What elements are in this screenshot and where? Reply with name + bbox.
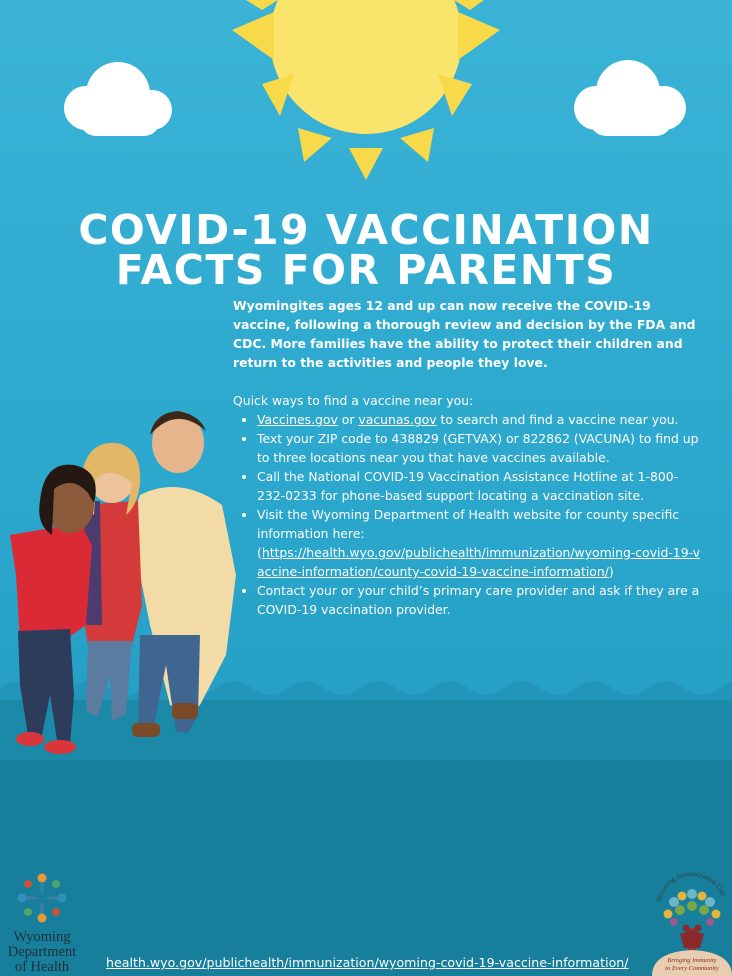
list-item (257, 410, 703, 429)
vaccines-gov-link[interactable]: Vaccines.gov (257, 412, 338, 427)
title-line-2: FACTS FOR PARENTS (115, 246, 617, 294)
list-item-text: Text your ZIP code to 438829 (GETVAX) or 822862 (VACUNA) to find up to three locations near you that have vaccines available. (257, 431, 699, 465)
list-item (257, 467, 703, 505)
vaccine-finder-heading: Quick ways to find a vaccine near you: (233, 393, 474, 408)
footer-url-link[interactable]: health.wyo.gov/publichealth/immunization/wyoming-covid-19-vaccine-information/ (106, 955, 629, 970)
page-title (0, 206, 732, 294)
sun-illustration (232, 0, 502, 180)
wdh-line-3: of Health (14, 959, 70, 975)
list-item (257, 505, 703, 581)
vaccine-finder-list (233, 410, 703, 619)
tree-icon (664, 889, 721, 952)
sea-band-deep (0, 760, 732, 976)
paren-open: ( (257, 545, 262, 560)
wdh-line-2: Department (7, 944, 77, 960)
wdh-logo (0, 870, 84, 975)
list-item-text: Call the National COVID-19 Vaccination Assistance Hotline at 1-800-232-0233 for phone-based support locating a vaccination site. (257, 469, 679, 503)
vacunas-gov-link[interactable]: vacunas.gov (358, 412, 437, 427)
list-item-text: to search and find a vaccine near you. (436, 412, 679, 427)
immunization-tagline-2: to Every Community (665, 965, 719, 972)
paren-close: ) (608, 564, 614, 579)
cloud-right (568, 56, 692, 138)
immunization-arc-text: Wyoming Immunization Unit (654, 869, 728, 903)
county-info-link[interactable]: https://health.wyo.gov/publichealth/immunization/wyoming-covid-19-vaccine-information/county-covid-19-vaccine-information/ (257, 545, 701, 579)
intro-paragraph: Wyomingites ages 12 and up can now receive the COVID-19 vaccine, following a thorough review and decision by the FDA and CDC. More families have the ability to protect their children and return to the activities and people they love. (233, 298, 696, 370)
title-line-1: COVID-19 VACCINATION (78, 206, 654, 254)
or-text: or (337, 412, 359, 427)
list-item (257, 429, 703, 467)
list-item (257, 581, 703, 619)
cloud-left (56, 56, 180, 138)
list-item-text: Visit the Wyoming Department of Health website for county specific information here: (257, 507, 680, 541)
wdh-emblem-icon (14, 870, 70, 926)
vaccine-finder-section (233, 391, 703, 619)
immunization-unit-logo (650, 868, 732, 976)
list-item-text: Contact your or your child’s primary care provider and ask if they are a COVID-19 vaccination provider. (257, 583, 700, 617)
immunization-tagline-1: Bringing Immunity (667, 957, 717, 964)
family-photo (0, 405, 240, 765)
wdh-line-1: Wyoming (13, 929, 71, 945)
